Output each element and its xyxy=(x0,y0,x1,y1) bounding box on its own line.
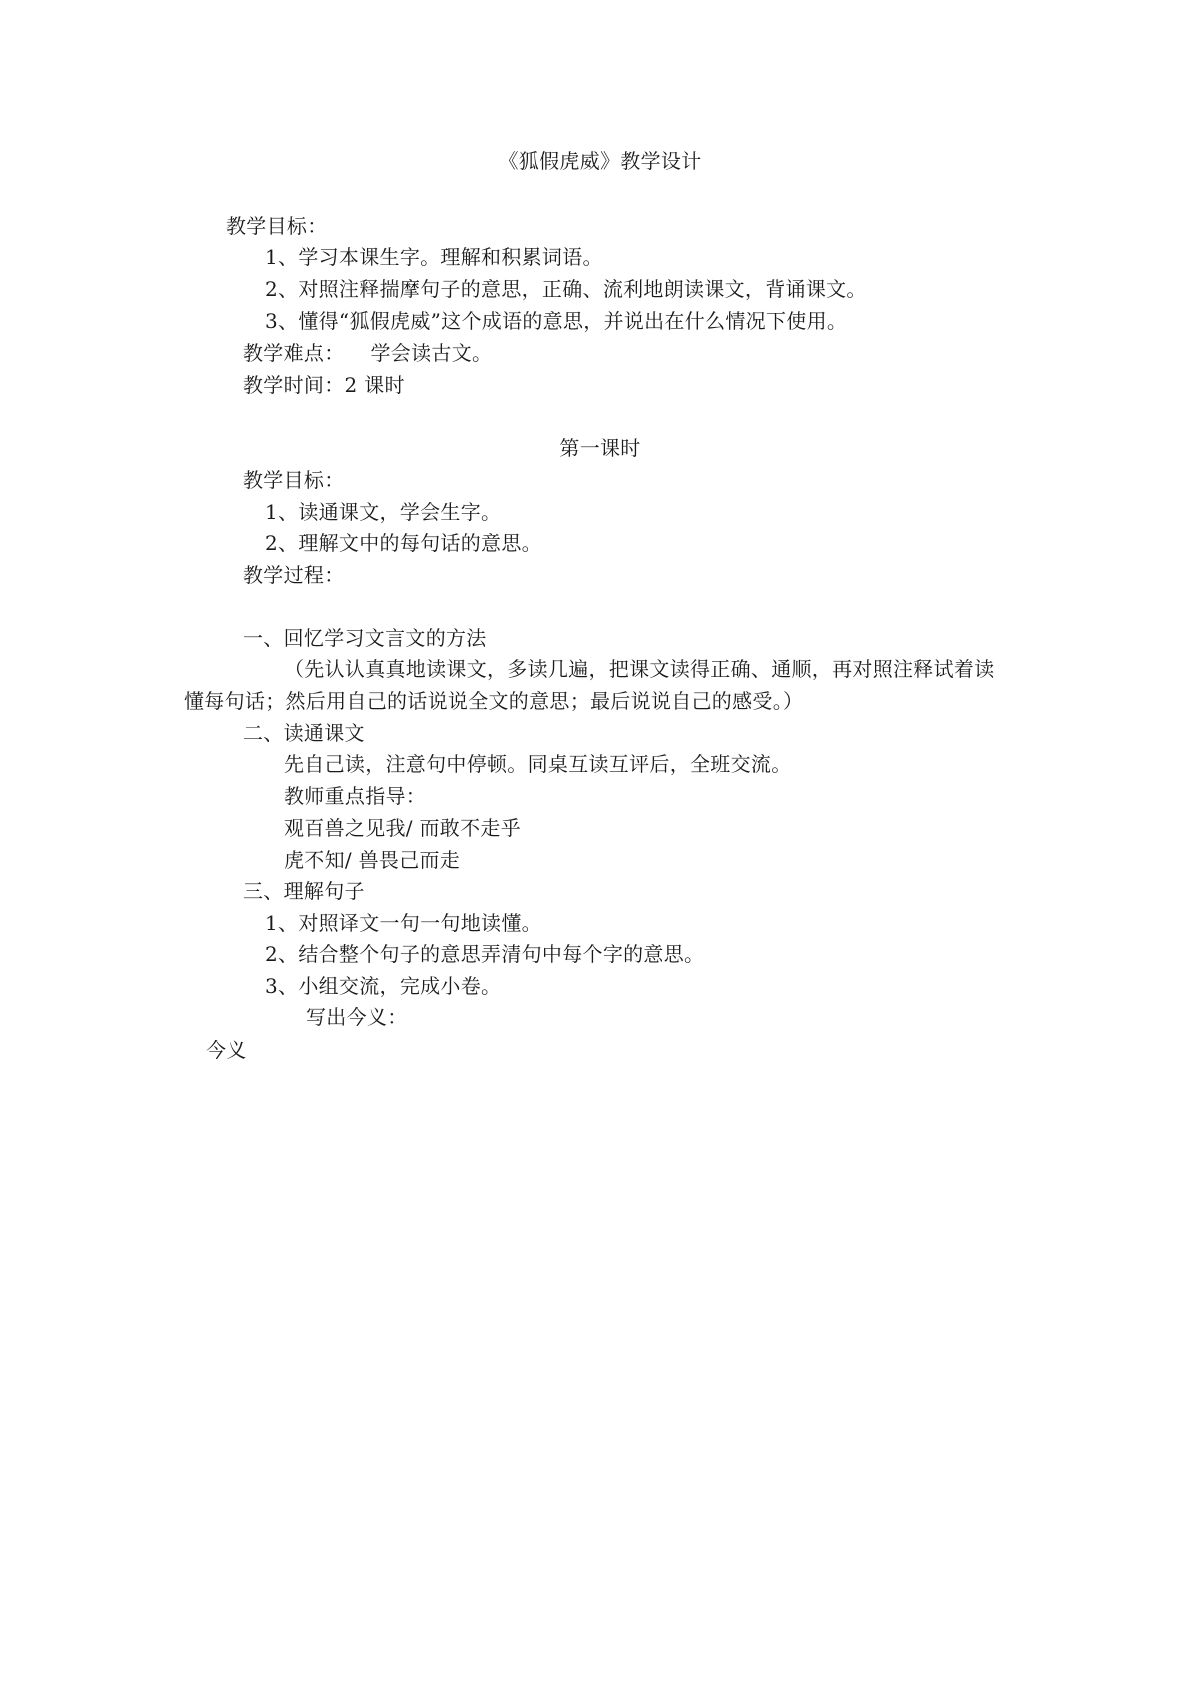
objective-item: 3、懂得“狐假虎威”这个成语的意思，并说出在什么情况下使用。 xyxy=(265,309,848,333)
difficulty-value: 学会读古文。 xyxy=(370,341,493,365)
lesson-objective-item: 2、理解文中的每句话的意思。 xyxy=(265,531,542,555)
lesson-objective-item: 1、读通课文，学会生字。 xyxy=(265,500,502,524)
process-heading: 教学过程： xyxy=(243,563,345,587)
teaching-time: 教学时间：2 课时 xyxy=(243,373,405,397)
objectives-heading: 教学目标： xyxy=(226,214,328,238)
lesson-heading: 第一课时 xyxy=(559,436,641,460)
last-word: 今义 xyxy=(206,1038,247,1062)
write-prompt: 写出今义： xyxy=(306,1005,408,1029)
example-sentence: 观百兽之见我/ 而敢不走乎 xyxy=(284,816,521,840)
step-heading: 二、读通课文 xyxy=(243,721,365,745)
difficulty-line xyxy=(243,340,492,366)
step-text: 懂每句话；然后用自己的话说说全文的意思；最后说说自己的感受。） xyxy=(184,689,804,713)
step-text: 先自己读，注意句中停顿。同桌互读互评后，全班交流。 xyxy=(284,752,792,776)
objective-item: 2、对照注释揣摩句子的意思，正确、流利地朗读课文，背诵课文。 xyxy=(265,277,867,301)
step-text: 教师重点指导： xyxy=(284,784,427,808)
objective-item: 1、学习本课生字。理解和积累词语。 xyxy=(265,245,603,269)
step-item: 2、结合整个句子的意思弄清句中每个字的意思。 xyxy=(265,942,705,966)
step-text: （先认认真真地读课文，多读几遍，把课文读得正确、通顺，再对照注释试着读 xyxy=(284,657,995,681)
lesson-objectives-heading: 教学目标： xyxy=(243,468,345,492)
step-item: 3、小组交流，完成小卷。 xyxy=(265,974,502,998)
document-title: 《狐假虎威》教学设计 xyxy=(498,149,702,173)
step-heading: 一、回忆学习文言文的方法 xyxy=(243,626,487,650)
example-sentence: 虎不知/ 兽畏己而走 xyxy=(284,848,461,872)
step-heading: 三、理解句子 xyxy=(243,879,365,903)
step-item: 1、对照译文一句一句地读懂。 xyxy=(265,911,542,935)
difficulty-label: 教学难点： xyxy=(243,341,345,365)
